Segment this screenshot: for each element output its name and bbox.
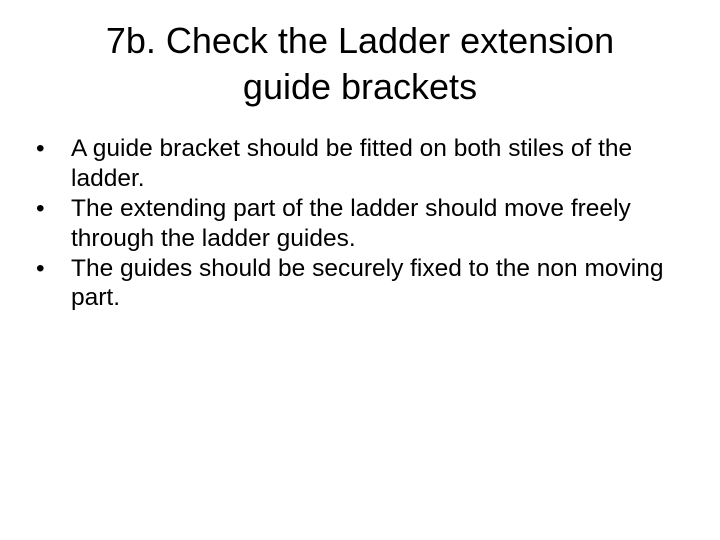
bullet-item	[36, 194, 684, 254]
bullet-text: The extending part of the ladder should move freely through the ladder guides.	[71, 194, 631, 252]
slide-title-line-1: 7b. Check the Ladder extension	[105, 20, 615, 61]
bullet-icon: •	[36, 194, 45, 222]
bullet-icon: •	[36, 135, 45, 162]
bullet-list	[36, 134, 684, 313]
bullet-icon: •	[36, 254, 45, 282]
bullet-text: A guide bracket should be fitted on both stiles of the ladder.	[71, 135, 633, 192]
slide-title-line-2: guide brackets	[242, 66, 478, 108]
bullet-item	[36, 134, 684, 194]
slide-title	[36, 18, 684, 110]
bullet-item	[36, 254, 684, 314]
bullet-text: The guides should be securely fixed to the non moving part.	[71, 254, 664, 312]
